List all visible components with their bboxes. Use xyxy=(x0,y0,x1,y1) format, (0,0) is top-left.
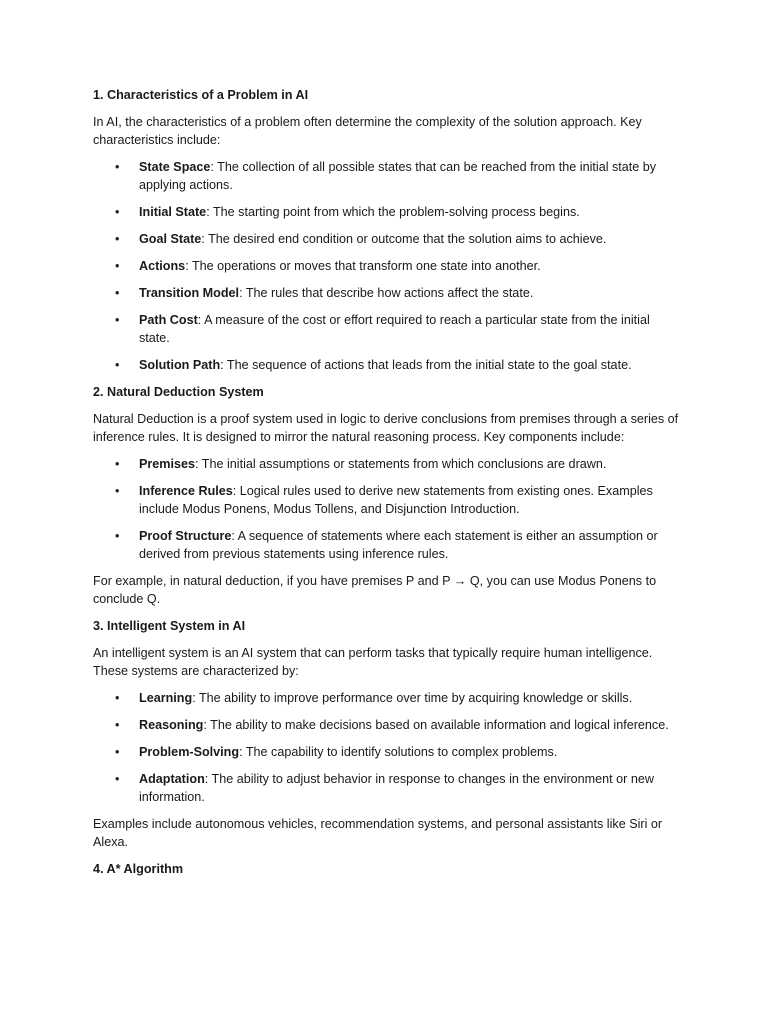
bullet-icon: • xyxy=(115,358,120,372)
bullet-icon: • xyxy=(115,259,120,273)
list-item xyxy=(93,257,683,275)
list-item xyxy=(93,284,683,302)
item-term: Transition Model xyxy=(139,286,240,300)
item-term: Inference Rules xyxy=(139,484,233,498)
section-intro: Natural Deduction is a proof system used in logic to derive conclusions from premises through a series of inference rules. It is designed to mirror the natural reasoning process. Key components include: xyxy=(93,412,679,444)
item-term: Solution Path xyxy=(139,358,221,372)
item-term: Problem-Solving xyxy=(139,745,240,759)
item-term: Premises xyxy=(139,457,196,471)
item-desc: : The sequence of actions that leads from the initial state to the goal state. xyxy=(220,358,632,372)
bullet-icon: • xyxy=(115,484,120,498)
section-outro: Examples include autonomous vehicles, recommendation systems, and personal assistants like Siri or Alexa. xyxy=(93,817,663,849)
bullet-icon: • xyxy=(115,205,120,219)
document-page xyxy=(93,86,683,887)
bullet-icon: • xyxy=(115,286,120,300)
item-desc: : The rules that describe how actions affect the state. xyxy=(239,286,534,300)
bullet-icon: • xyxy=(115,160,120,174)
item-desc: : The desired end condition or outcome that the solution aims to achieve. xyxy=(201,232,607,246)
section-heading: 1. Characteristics of a Problem in AI xyxy=(93,88,309,102)
item-term: Reasoning xyxy=(139,718,204,732)
bullet-list xyxy=(93,455,683,563)
section-heading: 3. Intelligent System in AI xyxy=(93,619,246,633)
bullet-icon: • xyxy=(115,529,120,543)
list-item xyxy=(93,527,683,563)
list-item xyxy=(93,230,683,248)
item-term: Initial State xyxy=(139,205,207,219)
item-desc: : The ability to adjust behavior in response to changes in the environment or new information. xyxy=(139,772,654,804)
item-term: State Space xyxy=(139,160,211,174)
list-item xyxy=(93,311,683,347)
list-item xyxy=(93,770,683,806)
list-item xyxy=(93,158,683,194)
bullet-icon: • xyxy=(115,745,120,759)
list-item xyxy=(93,203,683,221)
list-item xyxy=(93,482,683,518)
item-term: Proof Structure xyxy=(139,529,232,543)
item-desc: : The capability to identify solutions to complex problems. xyxy=(239,745,558,759)
list-item xyxy=(93,689,683,707)
item-desc: : A sequence of statements where each statement is either an assumption or derived from previous statements using inference rules. xyxy=(139,529,658,561)
bullet-icon: • xyxy=(115,457,120,471)
list-item xyxy=(93,743,683,761)
item-desc: : The ability to improve performance over time by acquiring knowledge or skills. xyxy=(192,691,633,705)
bullet-icon: • xyxy=(115,232,120,246)
item-desc: : The starting point from which the problem-solving process begins. xyxy=(206,205,580,219)
list-item xyxy=(93,356,683,374)
item-term: Learning xyxy=(139,691,193,705)
bullet-icon: • xyxy=(115,718,120,732)
bullet-list xyxy=(93,689,683,806)
list-item xyxy=(93,716,683,734)
list-item xyxy=(93,455,683,473)
bullet-icon: • xyxy=(115,691,120,705)
bullet-list xyxy=(93,158,683,374)
item-term: Adaptation xyxy=(139,772,205,786)
section-heading: 4. A* Algorithm xyxy=(93,862,184,876)
section-outro: For example, in natural deduction, if you have premises P and P → Q, you can use Modus Ponens to conclude Q. xyxy=(93,574,657,606)
item-term: Actions xyxy=(139,259,186,273)
item-term: Goal State xyxy=(139,232,202,246)
section-heading: 2. Natural Deduction System xyxy=(93,385,264,399)
item-desc: : A measure of the cost or effort required to reach a particular state from the initial state. xyxy=(139,313,650,345)
item-desc: : The initial assumptions or statements from which conclusions are drawn. xyxy=(195,457,607,471)
item-desc: : The collection of all possible states that can be reached from the initial state by applying actions. xyxy=(139,160,657,192)
bullet-icon: • xyxy=(115,313,120,327)
item-desc: : Logical rules used to derive new statements from existing ones. Examples include Modus Ponens, Modus Tollens, and Disjunction Introduction. xyxy=(139,484,653,516)
item-term: Path Cost xyxy=(139,313,198,327)
item-desc: : The operations or moves that transform one state into another. xyxy=(185,259,541,273)
section-intro: In AI, the characteristics of a problem often determine the complexity of the solution approach. Key characteristics include: xyxy=(93,115,642,147)
bullet-icon: • xyxy=(115,772,120,786)
item-desc: : The ability to make decisions based on available information and logical inference. xyxy=(203,718,669,732)
section-intro: An intelligent system is an AI system that can perform tasks that typically require human intelligence. These systems are characterized by: xyxy=(93,646,653,678)
